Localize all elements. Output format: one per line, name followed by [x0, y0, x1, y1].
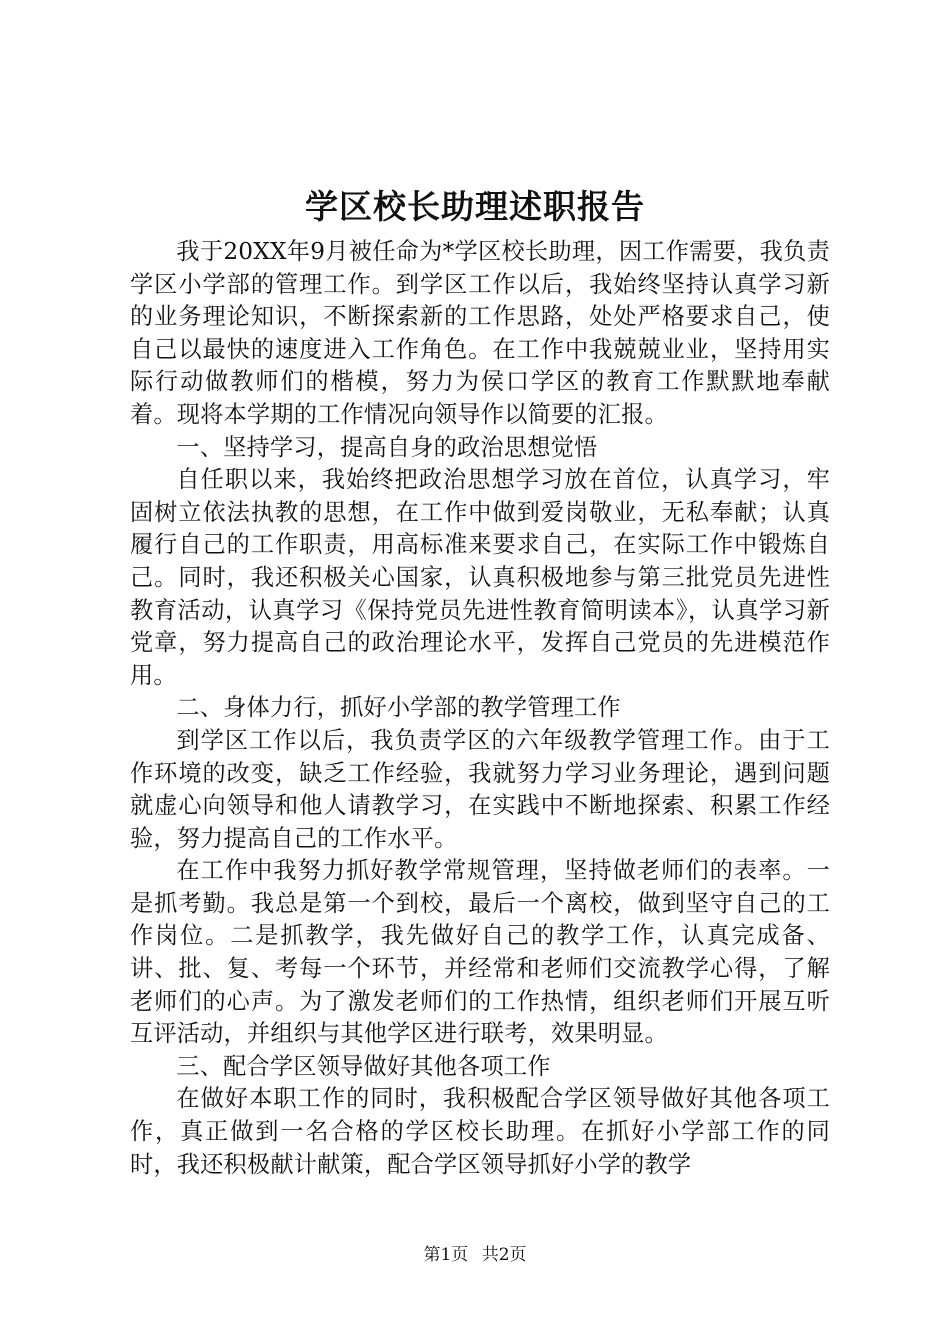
document-title: 学区校长助理述职报告	[305, 187, 645, 226]
paragraph-section-1: 自任职以来，我始终把政治思想学习放在首位，认真学习，牢固树立依法执教的思想，在工作中做到爱岗敬业，无私奉献；认真履行自己的工作职责，用高标准来要求自己，在实际工作中锻炼自己。同时，我还积极关心国家，认真积极地参与第三批党员先进性教育活动，认真学习《保持党员先进性教育简明读本》，认真学习新党章，努力提高自己的政治理论水平，发挥自己党员的先进模范作用。	[130, 466, 830, 689]
paragraph-intro: 我于20XX年9月被任命为*学区校长助理，因工作需要，我负责学区小学部的管理工作。到学区工作以后，我始终坚持认真学习新的业务理论知识，不断探索新的工作思路，处处严格要求自己，使自己以最快的速度进入工作角色。在工作中我兢兢业业，坚持用实际行动做教师们的楷模，努力为侯口学区的教育工作默默地奉献着。现将本学期的工作情况向领导作以简要的汇报。	[130, 238, 830, 428]
paragraph-section-2b: 在工作中我努力抓好教学常规管理，坚持做老师们的表率。一是抓考勤。我总是第一个到校，最后一个离校，做到坚守自己的工作岗位。二是抓教学，我先做好自己的教学工作，认真完成备、讲、批、复、考每一个环节，并经常和老师们交流教学心得，了解老师们的心声。为了激发老师们的工作热情，组织老师们开展互听互评活动，并组织与其他学区进行联考，效果明显。	[130, 857, 830, 1048]
paragraph-section-2a: 到学区工作以后，我负责学区的六年级教学管理工作。由于工作环境的改变，缺乏工作经验，我就努力学习业务理论，遇到问题就虚心向领导和他人请教学习，在实践中不断地探索、积累工作经验，努力提高自己的工作水平。	[130, 726, 830, 852]
section-heading-3: 三、配合学区领导做好其他各项工作	[176, 1052, 551, 1080]
page-total: 共2页	[481, 1245, 527, 1265]
paragraph-section-3: 在做好本职工作的同时，我积极配合学区领导做好其他各项工作，真正做到一名合格的学区校长助理。在抓好小学部工作的同时，我还积极献计献策，配合学区领导抓好小学的教学	[130, 1085, 830, 1178]
document-body	[130, 236, 830, 1181]
section-heading-1: 一、坚持学习，提高自身的政治思想觉悟	[176, 433, 598, 461]
page-number: 第1页	[423, 1245, 469, 1265]
page-footer	[0, 1243, 950, 1267]
section-heading-2: 二、身体力行，抓好小学部的教学管理工作	[176, 694, 621, 722]
